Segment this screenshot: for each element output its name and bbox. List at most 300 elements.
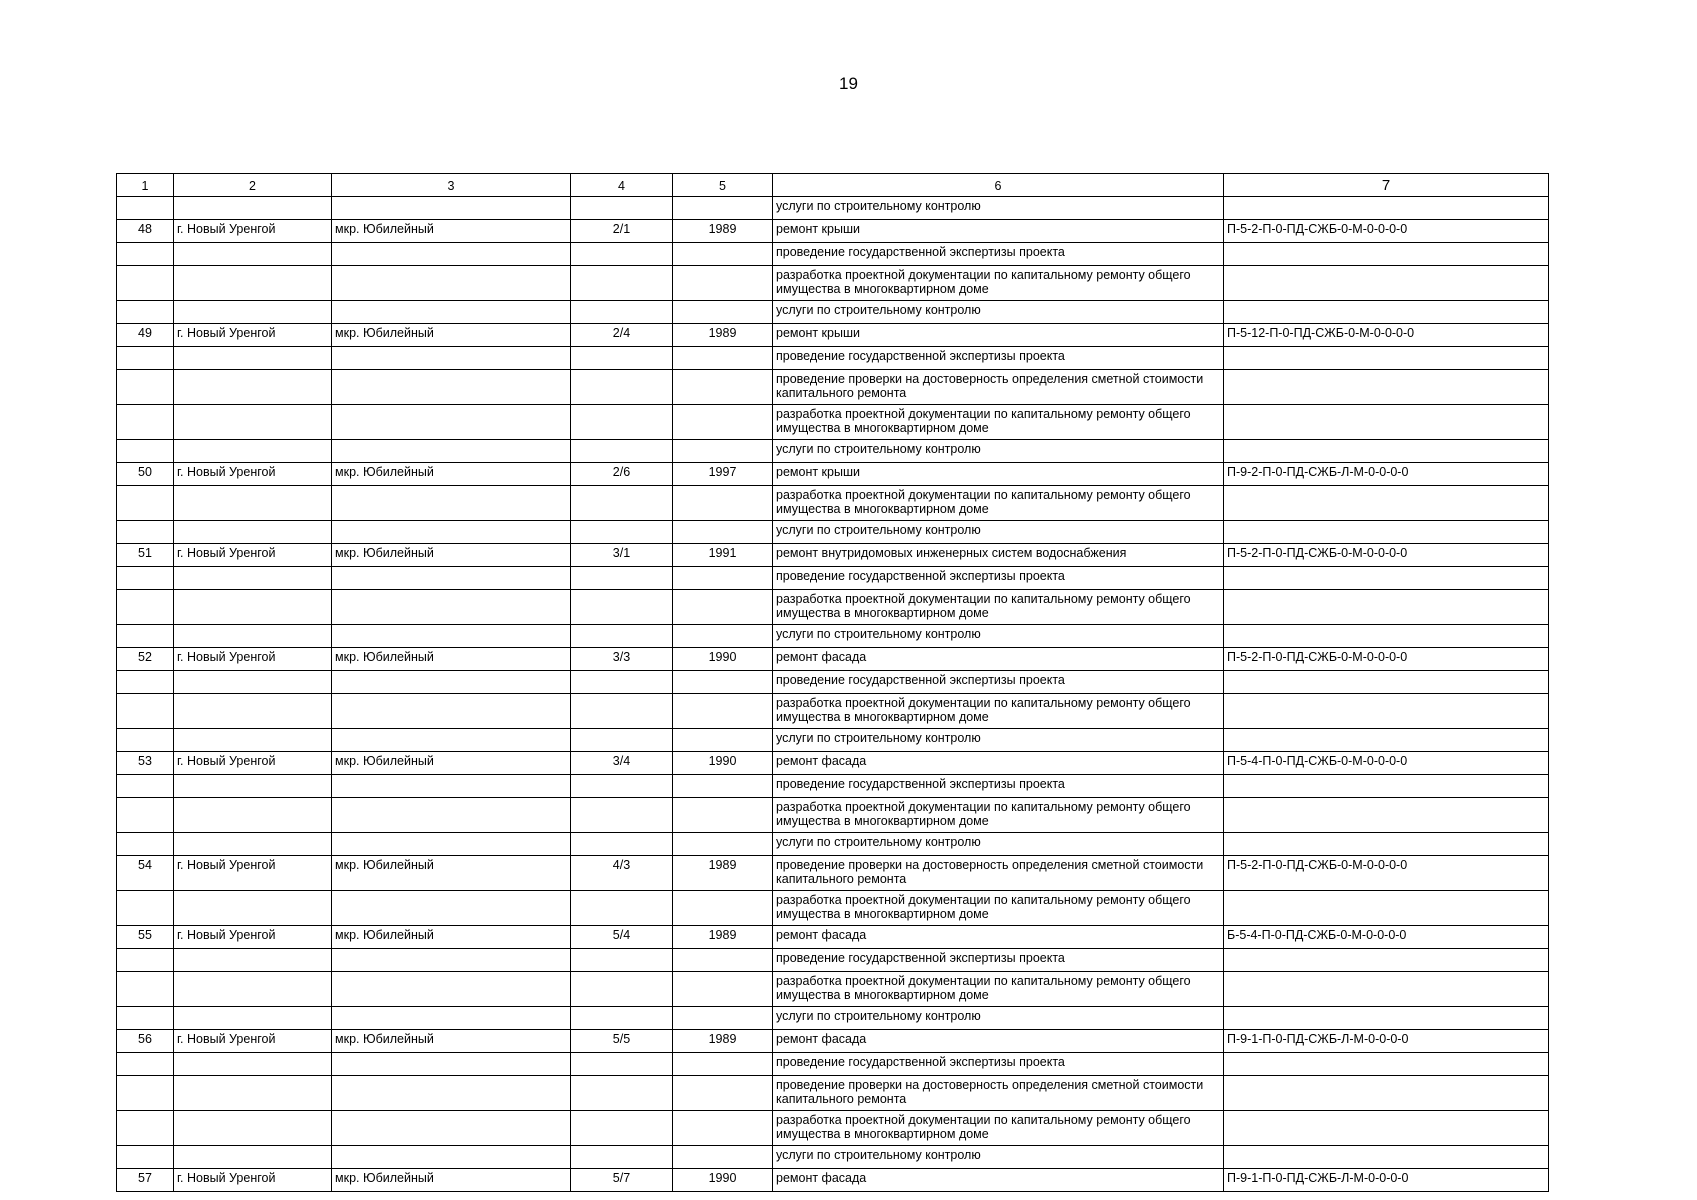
column-header: 1 <box>117 174 174 197</box>
year-cell <box>673 590 773 625</box>
city-cell <box>174 567 332 590</box>
building-code-cell <box>1224 833 1549 856</box>
work-type-cell: проведение государственной экспертизы проекта <box>773 671 1224 694</box>
row-number-cell <box>117 775 174 798</box>
house-number-cell <box>571 347 673 370</box>
city-cell <box>174 405 332 440</box>
table-row <box>117 347 1549 370</box>
city-cell <box>174 729 332 752</box>
house-number-cell <box>571 833 673 856</box>
year-cell <box>673 197 773 220</box>
row-number-cell <box>117 1111 174 1146</box>
table-row <box>117 370 1549 405</box>
district-cell: мкр. Юбилейный <box>332 648 571 671</box>
year-cell <box>673 521 773 544</box>
year-cell <box>673 486 773 521</box>
building-code-cell <box>1224 625 1549 648</box>
row-number-cell <box>117 590 174 625</box>
district-cell <box>332 1007 571 1030</box>
building-code-cell <box>1224 301 1549 324</box>
building-code-cell: П-5-2-П-0-ПД-СЖБ-0-М-0-0-0-0 <box>1224 220 1549 243</box>
table-row <box>117 197 1549 220</box>
row-number-cell <box>117 521 174 544</box>
row-number-cell <box>117 266 174 301</box>
house-number-cell <box>571 301 673 324</box>
work-type-cell: ремонт внутридомовых инженерных систем водоснабжения <box>773 544 1224 567</box>
work-type-cell: услуги по строительному контролю <box>773 625 1224 648</box>
building-code-cell <box>1224 729 1549 752</box>
house-number-cell: 3/3 <box>571 648 673 671</box>
district-cell <box>332 521 571 544</box>
row-number-cell <box>117 1076 174 1111</box>
work-type-cell: проведение государственной экспертизы проекта <box>773 347 1224 370</box>
house-number-cell <box>571 1076 673 1111</box>
repair-works-table <box>116 173 1549 1192</box>
house-number-cell <box>571 243 673 266</box>
district-cell: мкр. Юбилейный <box>332 926 571 949</box>
city-cell <box>174 486 332 521</box>
city-cell <box>174 1111 332 1146</box>
table-row <box>117 544 1549 567</box>
district-cell <box>332 347 571 370</box>
city-cell: г. Новый Уренгой <box>174 220 332 243</box>
table-row <box>117 926 1549 949</box>
city-cell <box>174 1076 332 1111</box>
column-header: 5 <box>673 174 773 197</box>
year-cell <box>673 694 773 729</box>
work-type-cell: проведение государственной экспертизы проекта <box>773 949 1224 972</box>
district-cell <box>332 798 571 833</box>
table-row <box>117 798 1549 833</box>
house-number-cell <box>571 671 673 694</box>
column-header: 7 <box>1224 174 1549 197</box>
year-cell <box>673 833 773 856</box>
city-cell <box>174 243 332 266</box>
year-cell <box>673 671 773 694</box>
city-cell <box>174 301 332 324</box>
work-type-cell: услуги по строительному контролю <box>773 521 1224 544</box>
building-code-cell <box>1224 405 1549 440</box>
district-cell: мкр. Юбилейный <box>332 856 571 891</box>
table-row <box>117 833 1549 856</box>
city-cell <box>174 1007 332 1030</box>
table-row <box>117 648 1549 671</box>
year-cell <box>673 949 773 972</box>
district-cell: мкр. Юбилейный <box>332 220 571 243</box>
year-cell <box>673 266 773 301</box>
city-cell <box>174 625 332 648</box>
house-number-cell: 5/4 <box>571 926 673 949</box>
district-cell: мкр. Юбилейный <box>332 463 571 486</box>
work-type-cell: разработка проектной документации по капитальному ремонту общего имущества в многоквартирном доме <box>773 972 1224 1007</box>
building-code-cell: Б-5-4-П-0-ПД-СЖБ-0-М-0-0-0-0 <box>1224 926 1549 949</box>
building-code-cell <box>1224 1007 1549 1030</box>
city-cell <box>174 440 332 463</box>
row-number-cell <box>117 440 174 463</box>
column-header: 2 <box>174 174 332 197</box>
city-cell <box>174 197 332 220</box>
city-cell <box>174 370 332 405</box>
building-code-cell <box>1224 521 1549 544</box>
row-number-cell <box>117 833 174 856</box>
row-number-cell: 51 <box>117 544 174 567</box>
house-number-cell <box>571 1146 673 1169</box>
building-code-cell <box>1224 1111 1549 1146</box>
district-cell <box>332 405 571 440</box>
row-number-cell <box>117 405 174 440</box>
table-row <box>117 694 1549 729</box>
building-code-cell <box>1224 347 1549 370</box>
work-type-cell: разработка проектной документации по капитальному ремонту общего имущества в многоквартирном доме <box>773 486 1224 521</box>
building-code-cell: П-9-2-П-0-ПД-СЖБ-Л-М-0-0-0-0 <box>1224 463 1549 486</box>
table-row <box>117 220 1549 243</box>
table-row <box>117 1007 1549 1030</box>
building-code-cell <box>1224 694 1549 729</box>
building-code-cell <box>1224 266 1549 301</box>
table-body <box>117 197 1549 1192</box>
year-cell <box>673 1053 773 1076</box>
row-number-cell <box>117 301 174 324</box>
row-number-cell <box>117 486 174 521</box>
row-number-cell <box>117 1146 174 1169</box>
year-cell <box>673 729 773 752</box>
work-type-cell: разработка проектной документации по капитальному ремонту общего имущества в многоквартирном доме <box>773 590 1224 625</box>
table-row <box>117 1169 1549 1192</box>
house-number-cell <box>571 729 673 752</box>
building-code-cell: П-9-1-П-0-ПД-СЖБ-Л-М-0-0-0-0 <box>1224 1169 1549 1192</box>
building-code-cell: П-5-2-П-0-ПД-СЖБ-0-М-0-0-0-0 <box>1224 648 1549 671</box>
year-cell: 1989 <box>673 926 773 949</box>
work-type-cell: разработка проектной документации по капитальному ремонту общего имущества в многоквартирном доме <box>773 405 1224 440</box>
building-code-cell <box>1224 891 1549 926</box>
building-code-cell <box>1224 1053 1549 1076</box>
house-number-cell: 2/4 <box>571 324 673 347</box>
building-code-cell <box>1224 1146 1549 1169</box>
city-cell <box>174 266 332 301</box>
building-code-cell: П-9-1-П-0-ПД-СЖБ-Л-М-0-0-0-0 <box>1224 1030 1549 1053</box>
year-cell <box>673 370 773 405</box>
city-cell: г. Новый Уренгой <box>174 648 332 671</box>
year-cell <box>673 891 773 926</box>
city-cell <box>174 798 332 833</box>
house-number-cell <box>571 1007 673 1030</box>
row-number-cell <box>117 1007 174 1030</box>
year-cell <box>673 440 773 463</box>
city-cell <box>174 949 332 972</box>
city-cell: г. Новый Уренгой <box>174 926 332 949</box>
city-cell <box>174 972 332 1007</box>
year-cell <box>673 301 773 324</box>
year-cell: 1990 <box>673 752 773 775</box>
district-cell: мкр. Юбилейный <box>332 544 571 567</box>
house-number-cell <box>571 775 673 798</box>
district-cell: мкр. Юбилейный <box>332 1169 571 1192</box>
house-number-cell <box>571 440 673 463</box>
table-row <box>117 949 1549 972</box>
building-code-cell: П-5-2-П-0-ПД-СЖБ-0-М-0-0-0-0 <box>1224 856 1549 891</box>
house-number-cell <box>571 625 673 648</box>
year-cell: 1989 <box>673 856 773 891</box>
house-number-cell <box>571 949 673 972</box>
year-cell <box>673 405 773 440</box>
house-number-cell <box>571 405 673 440</box>
house-number-cell <box>571 486 673 521</box>
house-number-cell <box>571 197 673 220</box>
year-cell <box>673 625 773 648</box>
building-code-cell <box>1224 567 1549 590</box>
work-type-cell: услуги по строительному контролю <box>773 197 1224 220</box>
table-row <box>117 1030 1549 1053</box>
district-cell <box>332 694 571 729</box>
work-type-cell: ремонт крыши <box>773 220 1224 243</box>
row-number-cell <box>117 671 174 694</box>
work-type-cell: ремонт фасада <box>773 926 1224 949</box>
house-number-cell <box>571 694 673 729</box>
district-cell: мкр. Юбилейный <box>332 324 571 347</box>
district-cell <box>332 567 571 590</box>
work-type-cell: ремонт крыши <box>773 324 1224 347</box>
table-row <box>117 567 1549 590</box>
table-row <box>117 856 1549 891</box>
district-cell <box>332 301 571 324</box>
year-cell <box>673 1076 773 1111</box>
row-number-cell <box>117 798 174 833</box>
district-cell <box>332 891 571 926</box>
building-code-cell <box>1224 972 1549 1007</box>
year-cell <box>673 243 773 266</box>
building-code-cell <box>1224 243 1549 266</box>
house-number-cell: 5/7 <box>571 1169 673 1192</box>
table-row <box>117 301 1549 324</box>
city-cell <box>174 1053 332 1076</box>
district-cell <box>332 590 571 625</box>
row-number-cell: 48 <box>117 220 174 243</box>
row-number-cell: 53 <box>117 752 174 775</box>
building-code-cell <box>1224 671 1549 694</box>
building-code-cell <box>1224 370 1549 405</box>
district-cell <box>332 1053 571 1076</box>
house-number-cell <box>571 590 673 625</box>
district-cell <box>332 625 571 648</box>
building-code-cell <box>1224 197 1549 220</box>
building-code-cell <box>1224 486 1549 521</box>
building-code-cell: П-5-4-П-0-ПД-СЖБ-0-М-0-0-0-0 <box>1224 752 1549 775</box>
column-header: 6 <box>773 174 1224 197</box>
year-cell <box>673 972 773 1007</box>
district-cell <box>332 729 571 752</box>
year-cell: 1991 <box>673 544 773 567</box>
city-cell <box>174 775 332 798</box>
row-number-cell <box>117 949 174 972</box>
work-type-cell: услуги по строительному контролю <box>773 833 1224 856</box>
building-code-cell <box>1224 440 1549 463</box>
year-cell <box>673 1007 773 1030</box>
table-row <box>117 243 1549 266</box>
table-row <box>117 463 1549 486</box>
row-number-cell <box>117 1053 174 1076</box>
work-type-cell: разработка проектной документации по капитальному ремонту общего имущества в многоквартирном доме <box>773 891 1224 926</box>
house-number-cell: 5/5 <box>571 1030 673 1053</box>
house-number-cell: 2/1 <box>571 220 673 243</box>
house-number-cell: 4/3 <box>571 856 673 891</box>
year-cell <box>673 798 773 833</box>
table-row <box>117 266 1549 301</box>
table-row <box>117 324 1549 347</box>
row-number-cell: 50 <box>117 463 174 486</box>
house-number-cell <box>571 1053 673 1076</box>
house-number-cell <box>571 266 673 301</box>
row-number-cell <box>117 243 174 266</box>
district-cell <box>332 197 571 220</box>
header-row <box>117 174 1549 197</box>
city-cell <box>174 891 332 926</box>
row-number-cell <box>117 567 174 590</box>
building-code-cell <box>1224 798 1549 833</box>
table-row <box>117 486 1549 521</box>
row-number-cell <box>117 347 174 370</box>
city-cell: г. Новый Уренгой <box>174 856 332 891</box>
row-number-cell <box>117 729 174 752</box>
city-cell: г. Новый Уренгой <box>174 752 332 775</box>
house-number-cell <box>571 972 673 1007</box>
row-number-cell <box>117 370 174 405</box>
work-type-cell: ремонт фасада <box>773 1169 1224 1192</box>
city-cell <box>174 833 332 856</box>
table-row <box>117 1053 1549 1076</box>
year-cell <box>673 1146 773 1169</box>
building-code-cell: П-5-12-П-0-ПД-СЖБ-0-М-0-0-0-0 <box>1224 324 1549 347</box>
work-type-cell: проведение проверки на достоверность определения сметной стоимости капитального ремонта <box>773 856 1224 891</box>
district-cell <box>332 1076 571 1111</box>
district-cell <box>332 266 571 301</box>
district-cell <box>332 370 571 405</box>
row-number-cell <box>117 197 174 220</box>
district-cell <box>332 1146 571 1169</box>
house-number-cell <box>571 798 673 833</box>
city-cell <box>174 521 332 544</box>
house-number-cell <box>571 891 673 926</box>
district-cell <box>332 833 571 856</box>
table-row <box>117 590 1549 625</box>
table-row <box>117 1076 1549 1111</box>
house-number-cell <box>571 521 673 544</box>
work-type-cell: проведение государственной экспертизы проекта <box>773 243 1224 266</box>
work-type-cell: проведение проверки на достоверность определения сметной стоимости капитального ремонта <box>773 370 1224 405</box>
house-number-cell <box>571 1111 673 1146</box>
work-type-cell: услуги по строительному контролю <box>773 1146 1224 1169</box>
table-row <box>117 440 1549 463</box>
row-number-cell: 55 <box>117 926 174 949</box>
city-cell <box>174 671 332 694</box>
table-row <box>117 972 1549 1007</box>
district-cell <box>332 440 571 463</box>
table-row <box>117 1146 1549 1169</box>
row-number-cell: 49 <box>117 324 174 347</box>
work-type-cell: разработка проектной документации по капитальному ремонту общего имущества в многоквартирном доме <box>773 694 1224 729</box>
district-cell <box>332 775 571 798</box>
table-row <box>117 671 1549 694</box>
city-cell <box>174 347 332 370</box>
city-cell <box>174 590 332 625</box>
row-number-cell: 54 <box>117 856 174 891</box>
page-number: 19 <box>839 74 858 93</box>
district-cell <box>332 671 571 694</box>
work-type-cell: услуги по строительному контролю <box>773 729 1224 752</box>
row-number-cell <box>117 625 174 648</box>
city-cell: г. Новый Уренгой <box>174 1169 332 1192</box>
year-cell <box>673 567 773 590</box>
work-type-cell: проведение государственной экспертизы проекта <box>773 567 1224 590</box>
year-cell <box>673 347 773 370</box>
year-cell: 1989 <box>673 1030 773 1053</box>
building-code-cell <box>1224 775 1549 798</box>
row-number-cell <box>117 694 174 729</box>
row-number-cell: 52 <box>117 648 174 671</box>
work-type-cell: проведение государственной экспертизы проекта <box>773 1053 1224 1076</box>
district-cell <box>332 972 571 1007</box>
year-cell: 1990 <box>673 1169 773 1192</box>
work-type-cell: услуги по строительному контролю <box>773 440 1224 463</box>
work-type-cell: разработка проектной документации по капитальному ремонту общего имущества в многоквартирном доме <box>773 266 1224 301</box>
table-row <box>117 752 1549 775</box>
table-row <box>117 521 1549 544</box>
table-row <box>117 405 1549 440</box>
building-code-cell <box>1224 949 1549 972</box>
row-number-cell: 56 <box>117 1030 174 1053</box>
city-cell: г. Новый Уренгой <box>174 324 332 347</box>
city-cell <box>174 1146 332 1169</box>
work-type-cell: ремонт крыши <box>773 463 1224 486</box>
city-cell <box>174 694 332 729</box>
building-code-cell <box>1224 1076 1549 1111</box>
year-cell: 1997 <box>673 463 773 486</box>
work-type-cell: разработка проектной документации по капитальному ремонту общего имущества в многоквартирном доме <box>773 798 1224 833</box>
table-row <box>117 1111 1549 1146</box>
district-cell <box>332 949 571 972</box>
year-cell <box>673 775 773 798</box>
district-cell <box>332 486 571 521</box>
house-number-cell: 2/6 <box>571 463 673 486</box>
table-row <box>117 625 1549 648</box>
work-type-cell: ремонт фасада <box>773 752 1224 775</box>
work-type-cell: ремонт фасада <box>773 1030 1224 1053</box>
district-cell <box>332 1111 571 1146</box>
work-type-cell: услуги по строительному контролю <box>773 301 1224 324</box>
city-cell: г. Новый Уренгой <box>174 1030 332 1053</box>
house-number-cell: 3/4 <box>571 752 673 775</box>
row-number-cell <box>117 891 174 926</box>
house-number-cell: 3/1 <box>571 544 673 567</box>
year-cell <box>673 1111 773 1146</box>
work-type-cell: проведение государственной экспертизы проекта <box>773 775 1224 798</box>
work-type-cell: услуги по строительному контролю <box>773 1007 1224 1030</box>
building-code-cell <box>1224 590 1549 625</box>
district-cell <box>332 243 571 266</box>
column-header: 3 <box>332 174 571 197</box>
year-cell: 1990 <box>673 648 773 671</box>
table-row <box>117 775 1549 798</box>
table-row <box>117 729 1549 752</box>
table-row <box>117 891 1549 926</box>
city-cell: г. Новый Уренгой <box>174 544 332 567</box>
work-type-cell: ремонт фасада <box>773 648 1224 671</box>
row-number-cell: 57 <box>117 1169 174 1192</box>
work-type-cell: разработка проектной документации по капитальному ремонту общего имущества в многоквартирном доме <box>773 1111 1224 1146</box>
column-header: 4 <box>571 174 673 197</box>
district-cell: мкр. Юбилейный <box>332 752 571 775</box>
building-code-cell: П-5-2-П-0-ПД-СЖБ-0-М-0-0-0-0 <box>1224 544 1549 567</box>
city-cell: г. Новый Уренгой <box>174 463 332 486</box>
